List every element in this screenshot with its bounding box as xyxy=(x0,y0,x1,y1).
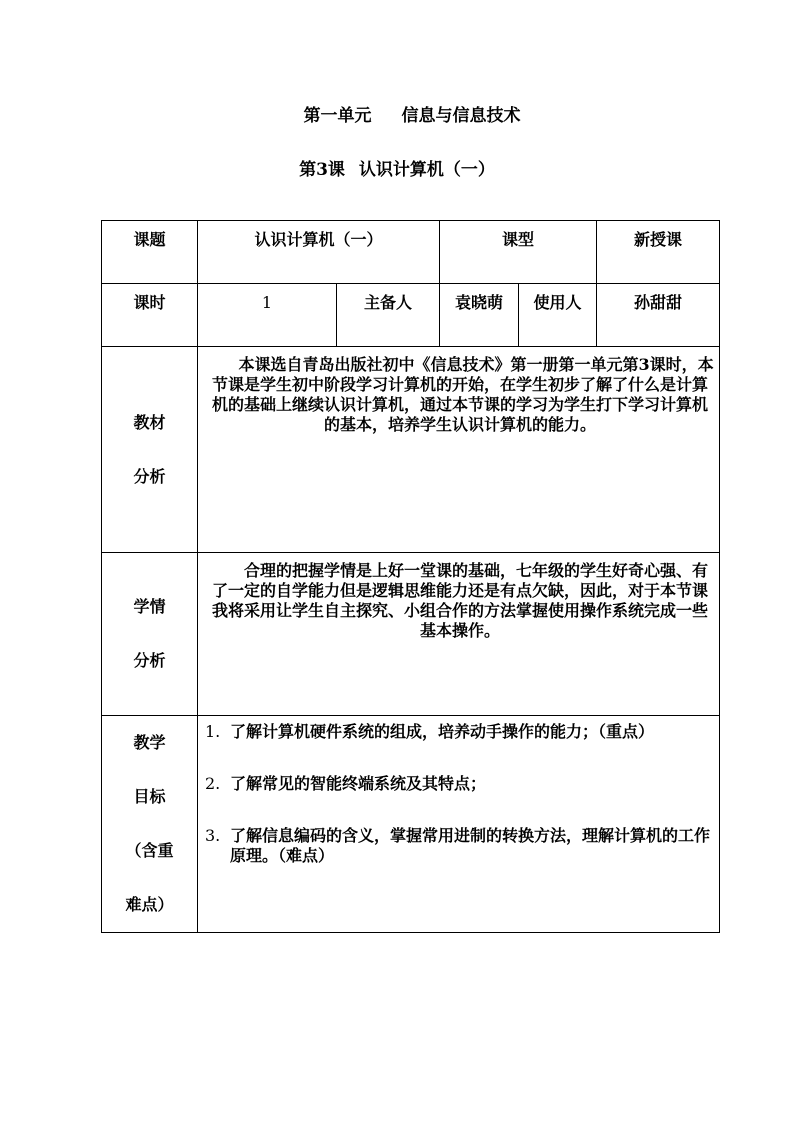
goals-label-line-1: 教学 xyxy=(133,733,166,752)
hours-label: 课时 xyxy=(102,284,198,347)
list-item xyxy=(205,826,715,866)
preparer-value: 袁晓萌 xyxy=(440,284,519,347)
table-row-hours xyxy=(102,284,720,347)
material-label-line-2: 分析 xyxy=(133,466,166,486)
goals-list xyxy=(198,716,720,933)
topic-label: 课题 xyxy=(102,221,198,284)
goals-label xyxy=(102,716,198,933)
unit-title-number: 第一单元 xyxy=(303,106,372,126)
table-row-topic xyxy=(102,221,720,284)
user-label: 使用人 xyxy=(519,284,597,347)
learner-label xyxy=(102,553,198,716)
goals-label-line-3: （含重 xyxy=(125,841,174,860)
goal-number: 2. xyxy=(205,774,221,793)
goal-text: 了解计算机硬件系统的组成，培养动手操作的能力；（重点） xyxy=(230,722,655,741)
user-value: 孙甜甜 xyxy=(597,284,720,347)
lesson-title xyxy=(0,160,794,180)
lesson-title-number: 第3课 xyxy=(299,160,345,180)
table-row-material xyxy=(102,347,720,553)
preparer-label: 主备人 xyxy=(337,284,440,347)
goal-number: 3. xyxy=(205,826,221,845)
goal-text: 了解信息编码的含义，掌握常用进制的转换方法，理解计算机的工作原理。（难点） xyxy=(230,826,711,865)
goal-text: 了解常见的智能终端系统及其特点； xyxy=(230,774,487,793)
goals-label-line-2: 目标 xyxy=(133,787,166,806)
table-row-learner xyxy=(102,553,720,716)
topic-value: 认识计算机（一） xyxy=(198,221,440,284)
list-item xyxy=(205,774,715,794)
lesson-title-name: 认识计算机（一） xyxy=(358,160,495,180)
material-label xyxy=(102,347,198,553)
unit-title-name: 信息与信息技术 xyxy=(401,106,521,126)
type-value: 新授课 xyxy=(597,221,720,284)
material-analysis-text: 本课选自青岛出版社初中《信息技术》第一册第一单元第3课时，本节课是学生初中阶段学习计算机的开始，在学生初步了解了什么是计算机的基础上继续认识计算机，通过本节课的学习为学生打下学习计算机的基本，培养学生认识计算机的能力。 xyxy=(198,347,720,553)
unit-title xyxy=(15,106,794,126)
material-label-line-1: 教材 xyxy=(133,412,166,432)
learner-label-line-1: 学情 xyxy=(133,597,166,616)
type-label: 课型 xyxy=(440,221,597,284)
hours-value: 1 xyxy=(198,284,337,347)
table-row-goals xyxy=(102,716,720,933)
learner-analysis-text: 合理的把握学情是上好一堂课的基础，七年级的学生好奇心强、有了一定的自学能力但是逻辑思维能力还是有点欠缺，因此，对于本节课我将采用让学生自主探究、小组合作的方法掌握使用操作系统完成一些基本操作。 xyxy=(198,553,720,716)
learner-label-line-2: 分析 xyxy=(133,651,166,670)
list-item xyxy=(205,722,715,742)
goal-number: 1. xyxy=(205,722,221,741)
goals-label-line-4: 难点） xyxy=(125,895,174,914)
lesson-plan-table xyxy=(101,220,720,933)
